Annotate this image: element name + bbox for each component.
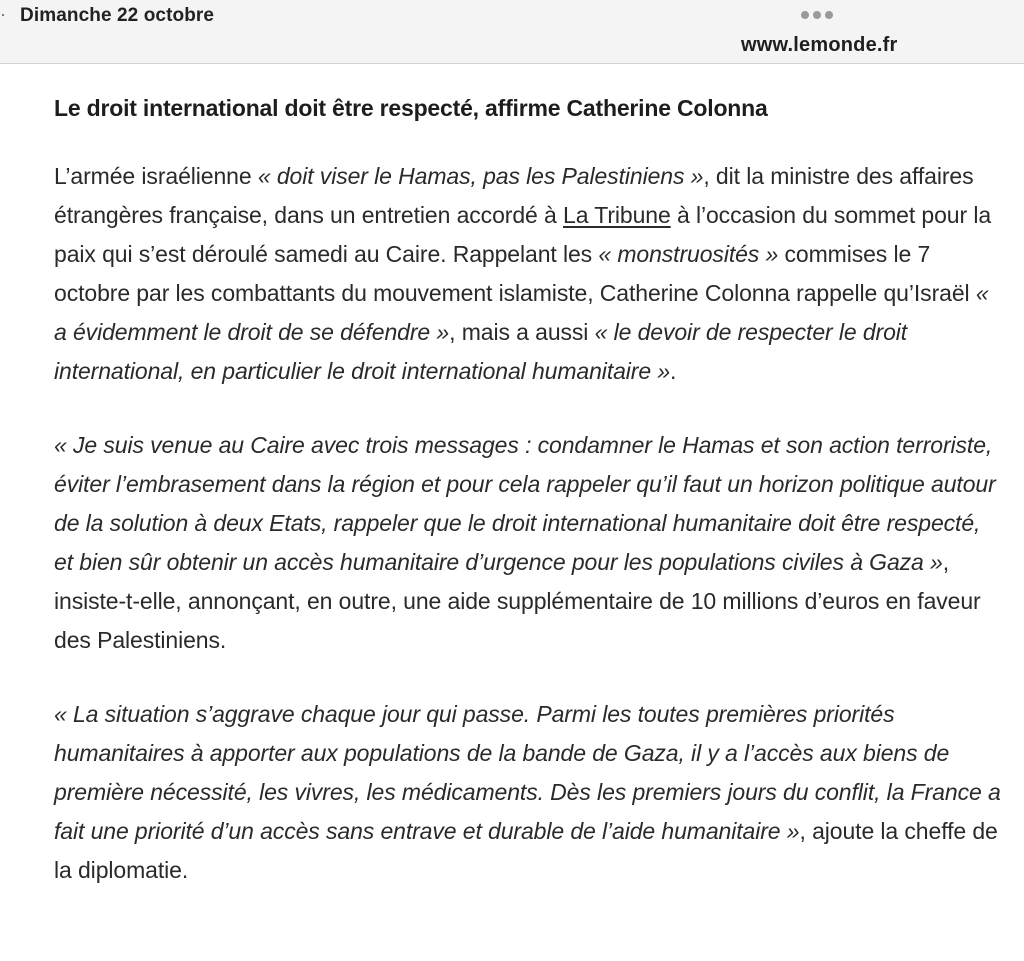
- quote: « monstruosités »: [598, 241, 779, 267]
- quote: « La situation s’aggrave chaque jour qui passe. Parmi les toutes premières priorités humanitaires à apporter aux populations de la bande de Gaza, il y a l’accès aux biens de première nécessité, les vivres, les médicaments. Dès les premiers jours du conflit, la France a fait une priorité d’un accès sans entrave et durable de l’aide humanitaire »: [54, 701, 1001, 844]
- text: , ajoute la cheffe de la diplomatie.: [54, 818, 998, 883]
- status-bar: [0, 0, 1024, 64]
- article: [54, 92, 1004, 925]
- text: , mais a aussi: [449, 319, 595, 345]
- text: commises le 7 octobre par les combattants du mouvement islamiste, Catherine Colonna rappelle qu’Israël: [54, 241, 976, 306]
- text: , dit la ministre des affaires étrangères française, dans un entretien accordé à: [54, 163, 974, 228]
- dot: [825, 11, 833, 19]
- url-address[interactable]: www.lemonde.fr: [741, 34, 898, 56]
- article-paragraph-2: [54, 426, 1004, 660]
- text: .: [670, 358, 677, 384]
- ellipsis-icon[interactable]: [801, 11, 833, 19]
- article-heading: Le droit international doit être respecté, affirme Catherine Colonna: [54, 95, 768, 121]
- quote: « Je suis venue au Caire avec trois messages : condamner le Hamas et son action terroriste, éviter l’embrasement dans la région et pour cela rappeler qu’il faut un horizon politique autour de la solution à deux Etats, rappeler que le droit international humanitaire doit être respecté, et bien sûr obtenir un accès humanitaire d’urgence pour les populations civiles à Gaza »: [54, 432, 996, 575]
- status-date: Dimanche 22 octobre: [20, 5, 215, 26]
- quote: « doit viser le Hamas, pas les Palestiniens »: [257, 163, 704, 189]
- edge-mark: [2, 14, 4, 16]
- text: , insiste-t-elle, annonçant, en outre, une aide supplémentaire de 10 millions d’euros en faveur des Palestiniens.: [54, 549, 981, 653]
- article-paragraph-3: [54, 695, 1004, 890]
- text: L’armée israélienne: [54, 163, 258, 189]
- dot: [801, 11, 809, 19]
- text: à l’occasion du sommet pour la paix qui s’est déroulé samedi au Caire. Rappelant les: [54, 202, 992, 267]
- dot: [813, 11, 821, 19]
- quote: « le devoir de respecter le droit international, en particulier le droit international humanitaire »: [54, 319, 908, 384]
- quote: « a évidemment le droit de se défendre »: [54, 280, 989, 345]
- article-paragraph-1: [54, 157, 1004, 391]
- la-tribune-link[interactable]: La Tribune: [563, 202, 671, 228]
